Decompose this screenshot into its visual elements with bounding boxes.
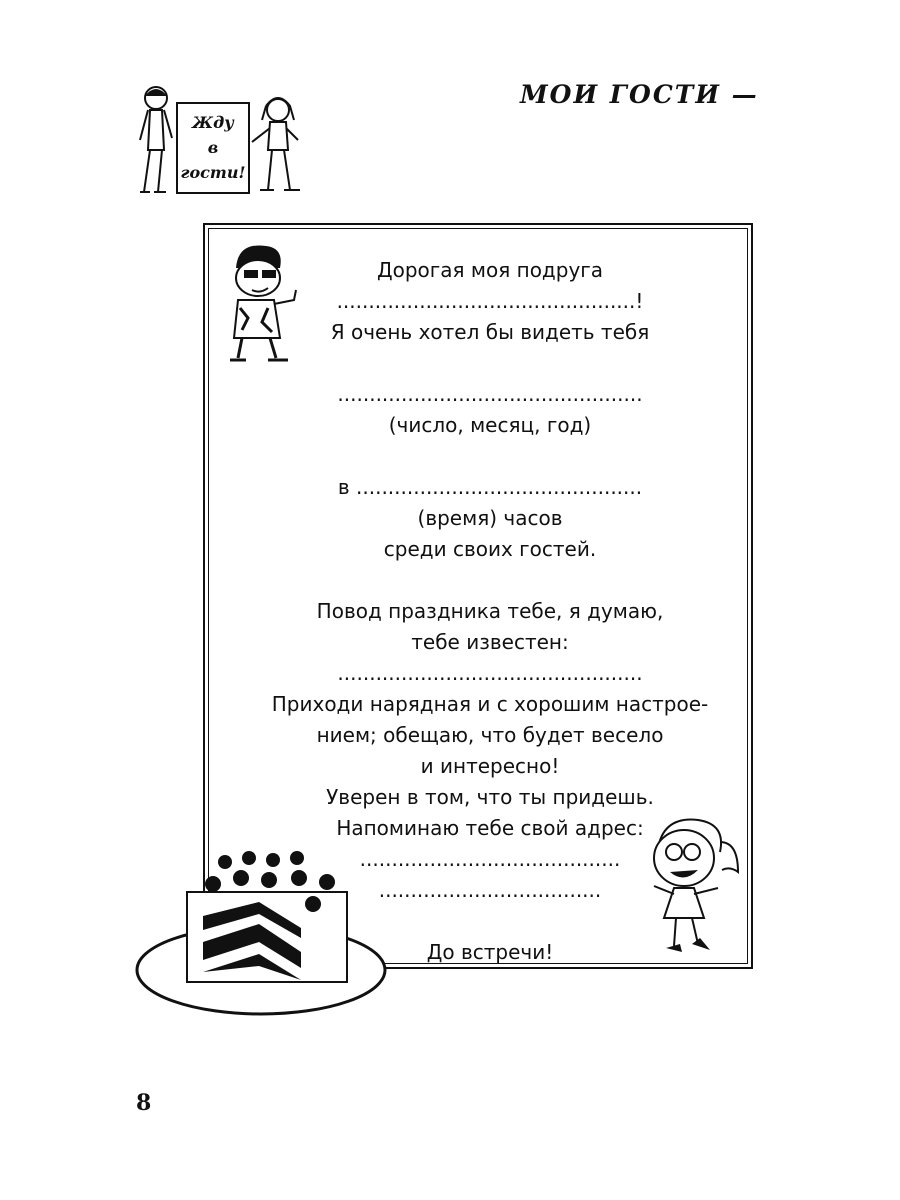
letter-fill-line: ................................................: [337, 661, 643, 685]
letter-line: (время) часов: [417, 506, 563, 530]
letter-gap: [260, 441, 720, 472]
letter-fill-line: ...............................................!: [336, 289, 644, 313]
letter-fill-line: .........................................: [359, 847, 621, 871]
letter-fill-line: ...................................: [378, 878, 602, 902]
letter-gap: [260, 565, 720, 596]
letter-line: и интересно!: [420, 754, 560, 778]
letter-line: (число, месяц, год): [388, 413, 592, 437]
sign-line: гости!: [180, 163, 246, 182]
letter-line: Напоминаю тебе свой адрес:: [336, 816, 644, 840]
page-number: 8: [136, 1090, 152, 1116]
letter-gap: [260, 348, 720, 379]
letter-line: Дорогая моя подруга: [376, 258, 604, 282]
page-title: МОИ ГОСТИ —: [520, 80, 759, 109]
letter-line: нием; обещаю, что будет весело: [316, 723, 664, 747]
girl-with-glasses-icon: [634, 812, 746, 962]
letter-fill-line: ................................................: [337, 382, 643, 406]
cake-icon: [133, 842, 395, 1018]
letter-line: тебе известен:: [411, 630, 569, 654]
letter-line: Приходи нарядная и с хорошим настрое-: [271, 692, 709, 716]
invite-sign: [176, 102, 250, 194]
letter-closing: До встречи!: [426, 940, 554, 964]
letter-line: среди своих гостей.: [383, 537, 597, 561]
letter-fill-line: в .............................................: [337, 475, 643, 499]
sign-line: в: [207, 138, 219, 157]
people-with-sign-icon: [128, 80, 318, 198]
sign-line: Жду: [192, 113, 234, 132]
letter-line: Уверен в том, что ты придешь.: [326, 785, 654, 809]
letter-line: Повод праздника тебе, я думаю,: [316, 599, 664, 623]
letter-line: Я очень хотел бы видеть тебя: [330, 320, 650, 344]
